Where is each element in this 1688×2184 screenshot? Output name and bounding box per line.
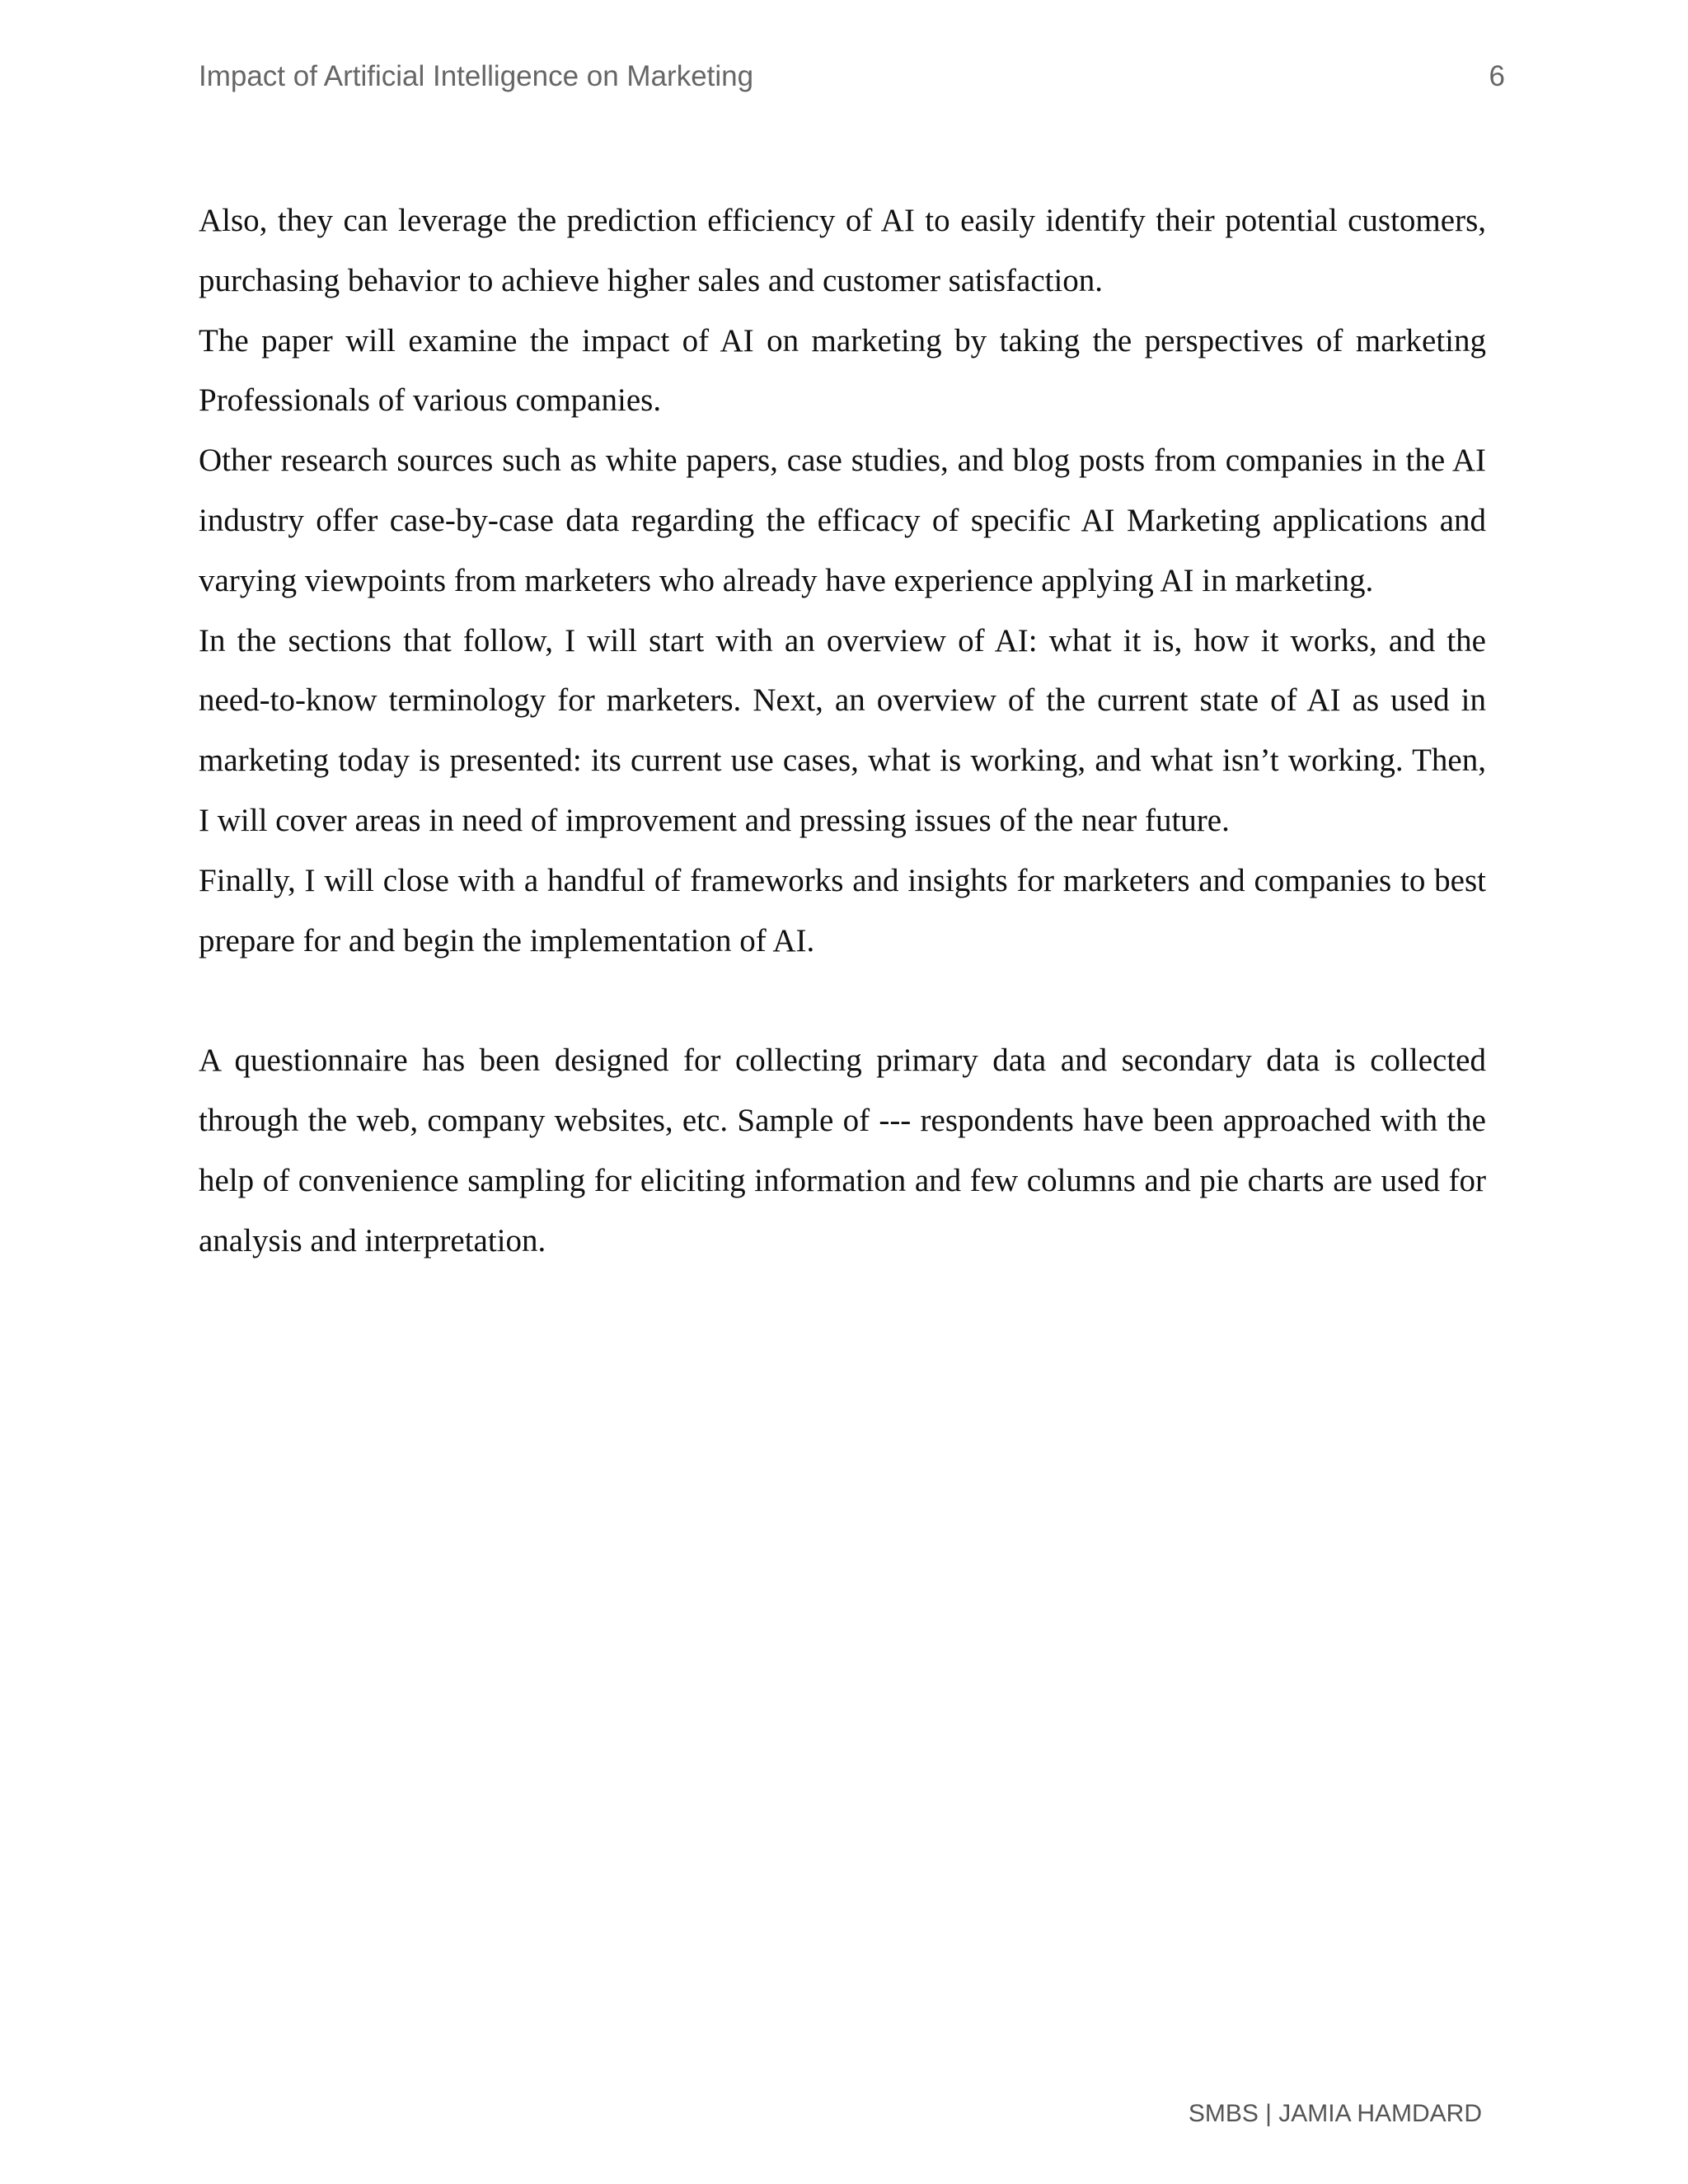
paragraph-research-sources: Other research sources such as white papers, case studies, and blog posts from companies in the AI industry offer case-by-case data regarding the efficacy of specific AI Marketing applications and varying viewpoints from marketers who already have experience applying AI in marketing. — [199, 443, 1486, 598]
paragraph-closing: Finally, I will close with a handful of frameworks and insights for marketers and companies to best prepare for and begin the implementation of AI. — [199, 862, 1486, 958]
paragraph-sections-overview: In the sections that follow, I will start with an overview of AI: what it is, how it works, and the need-to-know terminology for marketers. Next, an overview of the current state of AI as used in marketing today is presented: its current use cases, what is working, and what isn’t working. Then, I will cover areas in need of improvement and pressing issues of the near future. — [199, 622, 1486, 838]
paragraph-methodology: A questionnaire has been designed for collecting primary data and secondary data is collected through the web, company websites, etc. Sample of --- respondents have been approached with the help of convenience sampling for eliciting information and few columns and pie charts are used for analysis and interpretation. — [199, 1043, 1486, 1258]
paragraph-paper-scope: The paper will examine the impact of AI on marketing by taking the perspectives of marketing Professionals of various companies. — [199, 322, 1486, 419]
document-title: Impact of Artificial Intelligence on Marketing — [199, 60, 754, 92]
document-body — [199, 191, 1486, 1271]
page-number: 6 — [1489, 60, 1505, 92]
page-footer: SMBS | JAMIA HAMDARD — [1188, 2100, 1482, 2127]
page-header — [199, 56, 1523, 97]
paragraph-ai-prediction: Also, they can leverage the prediction efficiency of AI to easily identify their potential customers, purchasing behavior to achieve higher sales and customer satisfaction. — [199, 203, 1486, 298]
